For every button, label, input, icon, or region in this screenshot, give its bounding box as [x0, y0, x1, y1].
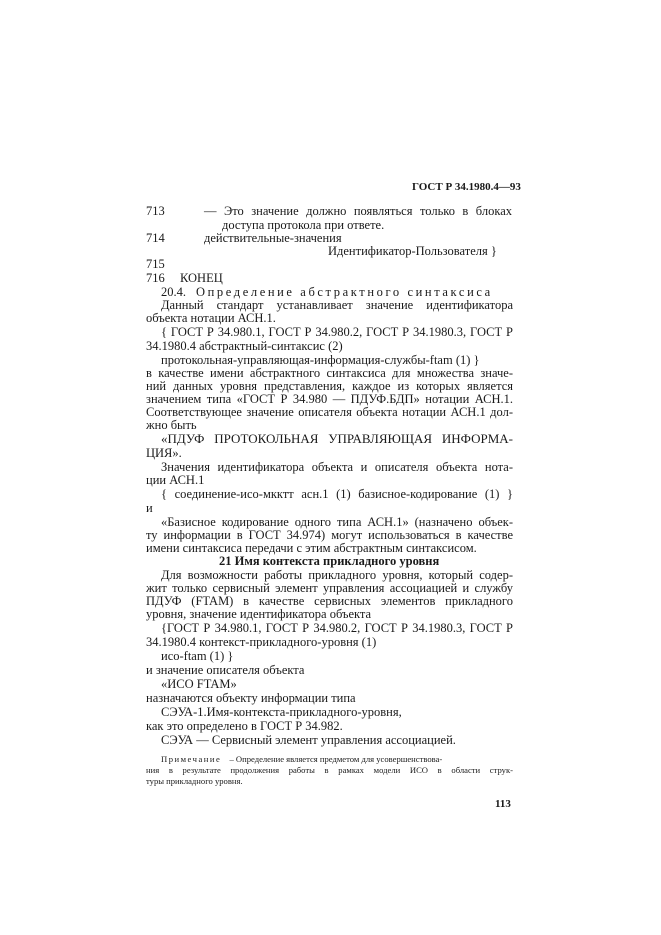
paragraph-line: жит только сервисный элемент управления ассоциацией и службу: [146, 581, 513, 595]
paragraph-line: в качестве имени абстрактного синтаксиса для множества значе-: [146, 366, 513, 380]
paragraph-line: объекта нотации АСН.1.: [146, 311, 276, 325]
paragraph-line: ний данных уровня представления, каждое из которых является: [146, 379, 513, 393]
paragraph-line: Данный стандарт устанавливает значение идентификатора: [161, 298, 513, 312]
paragraph-line: ЦИЯ».: [146, 446, 182, 460]
code-line: Идентификатор-Пользователя }: [328, 244, 497, 258]
paragraph-line: 34.1980.4 абстрактный-синтаксис (2): [146, 339, 343, 353]
page-number: 113: [495, 798, 511, 810]
code-line: КОНЕЦ: [180, 271, 223, 285]
code-line: — Это значение должно появляться только в блоках: [204, 204, 512, 218]
code-line: доступа протокола при ответе.: [222, 218, 385, 232]
section-number: 20.4.: [161, 285, 186, 299]
paragraph-line: ции АСН.1: [146, 473, 205, 487]
line-number: 716: [146, 271, 165, 285]
paragraph-line: как это определено в ГОСТ Р 34.982.: [146, 719, 343, 733]
paragraph-line: Для возможности работы прикладного уровня, который содер-: [161, 568, 513, 582]
code-line: действительные-значения: [204, 231, 342, 245]
paragraph-line: { соединение-исо-мкктт асн.1 (1) базисное-кодирование (1) }: [161, 487, 513, 501]
line-number: 715: [146, 257, 165, 271]
paragraph-line: { ГОСТ Р 34.980.1, ГОСТ Р 34.980.2, ГОСТ Р 34.1980.3, ГОСТ Р: [161, 325, 513, 339]
paragraph-line: 34.1980.4 контекст-прикладного-уровня (1): [146, 635, 377, 649]
section-title: Определение абстрактного синтаксиса: [196, 285, 493, 299]
paragraph-line: значением типа «ГОСТ Р 34.980 — ПДУФ.БДП» нотации АСН.1.: [146, 392, 513, 406]
paragraph-line: {ГОСТ Р 34.980.1, ГОСТ Р 34.980.2, ГОСТ Р 34.1980.3, ГОСТ Р: [161, 621, 513, 635]
paragraph-line: протокольная-управляющая-информация-службы-ftam (1) }: [161, 353, 480, 367]
paragraph-line: имени синтаксиса передачи с этим абстрактным синтаксисом.: [146, 541, 477, 555]
line-number: 713: [146, 204, 165, 218]
paragraph-line: ту информации в ГОСТ 34.974) могут использоваться в качестве: [146, 528, 513, 542]
line-number: 714: [146, 231, 165, 245]
paragraph-line: «ПДУФ ПРОТОКОЛЬНАЯ УПРАВЛЯЮЩАЯ ИНФОРМА-: [161, 431, 513, 446]
paragraph-line: назначаются объекту информации типа: [146, 691, 356, 705]
paragraph-line: СЭУА — Сервисный элемент управления ассоциацией.: [161, 733, 456, 747]
paragraph-line: Соответствующее значение описателя объекта нотации АСН.1 дол-: [146, 405, 513, 419]
note-label: Примечание: [161, 754, 222, 764]
paragraph-line: и: [146, 501, 153, 515]
paragraph-line: исо-ftam (1) }: [161, 649, 234, 663]
note-text: – Определение является предметом для усовершенствова-: [229, 754, 443, 764]
note: [161, 754, 442, 764]
paragraph-line: и значение описателя объекта: [146, 663, 305, 677]
paragraph-line: «Базисное кодирование одного типа АСН.1» (назначено объек-: [161, 515, 513, 529]
note-line: ния в результате продолжения работы в рамках модели ИСО в области струк-: [146, 765, 513, 775]
paragraph-line: жно быть: [146, 418, 197, 432]
paragraph-line: уровня, значение идентификатора объекта: [146, 607, 372, 621]
note-line: туры прикладного уровня.: [146, 776, 243, 786]
paragraph-line: Значения идентификатора объекта и описателя объекта нота-: [161, 460, 513, 474]
paragraph-line: ПДУФ (FTAM) в качестве сервисных элементов прикладного: [146, 594, 513, 608]
section-title: 21 Имя контекста прикладного уровня: [219, 554, 440, 568]
paragraph-line: «ИСО FTAM»: [161, 677, 237, 691]
running-header: ГОСТ Р 34.1980.4—93: [412, 181, 521, 193]
paragraph-line: СЭУА-1.Имя-контекста-прикладного-уровня,: [161, 705, 402, 719]
